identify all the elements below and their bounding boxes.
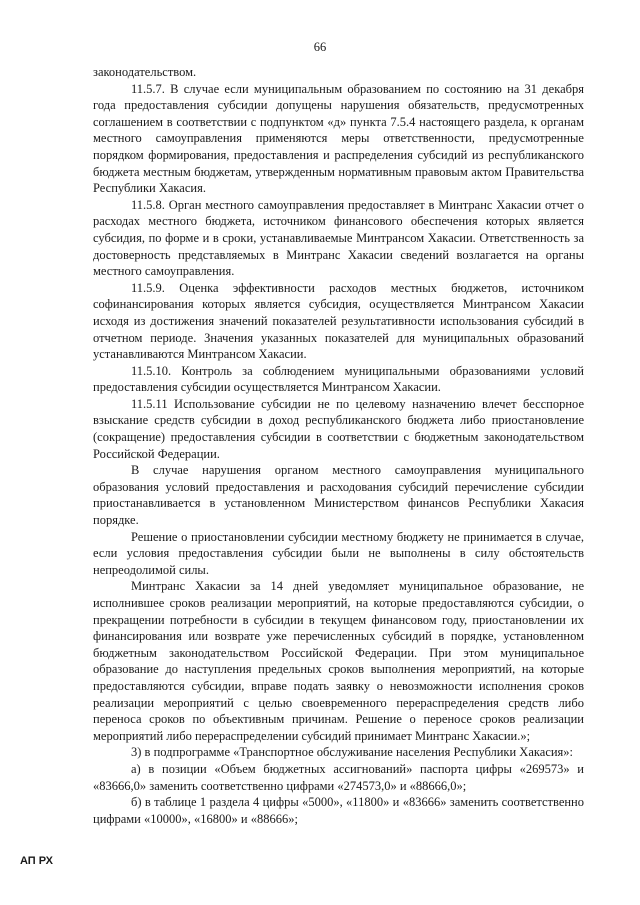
paragraph: а) в позиции «Объем бюджетных ассигнований» паспорта цифры «269573» и «83666,0» заменить соответственно цифрами «274573,0» и «88666,0»; — [93, 761, 584, 793]
page-number: 66 — [313, 40, 327, 54]
paragraph: 11.5.9. Оценка эффективности расходов местных бюджетов, источником софинансирования которых является субсидия, осуществляется Минтрансом Хакасии исходя из достижения значений показателей результативности использования субсидий в отчетном периоде. Значения указанных показателей для муниципальных образований устанавливаются Минтрансом Хакасии. — [93, 280, 584, 362]
document-body — [93, 64, 584, 827]
paragraph: 11.5.8. Орган местного самоуправления предоставляет в Минтранс Хакасии отчет о расходах местного бюджета, источником финансового обеспечения которых является субсидия, по форме и в сроки, устанавливаемые Минтрансом Хакасии. Ответственность за достоверность представляемых в Минтранс Хакасии сведений возлагается на органы местного самоуправления. — [93, 197, 584, 279]
paragraph: 11.5.10. Контроль за соблюдением муниципальными образованиями условий предоставления субсидии осуществляется Минтрансом Хакасии. — [93, 363, 584, 395]
paragraph: 11.5.7. В случае если муниципальным образованием по состоянию на 31 декабря года предоставления субсидии допущены нарушения обязательств, предусмотренных соглашением в соответствии с подпунктом «д» пункта 7.5.4 настоящего раздела, к органам местного самоуправления применяются меры ответственности, предусмотренные порядком формирования, предоставления и распределения субсидий из республиканского бюджета местным бюджетам, утвержденным нормативным правовым актом Правительства Республики Хакасия. — [93, 81, 584, 196]
paragraph: Минтранс Хакасии за 14 дней уведомляет муниципальное образование, не исполнившее сроков реализации мероприятий, на которые предоставляются субсидии, о прекращении потребности в субсидии в текущем финансовом году, приостановлении их финансирования или возврате уже перечисленных субсидий в порядке, установленном бюджетным законодательством Российской Федерации. При этом муниципальное образование до наступления предельных сроков выполнения мероприятий, на которые предоставляются субсидии, вправе подать заявку о невозможности исполнения сроков реализации мероприятий с целью своевременного перераспределения средств либо переноса сроков по объективным причинам. Решение о переносе сроков реализации мероприятий либо перераспределении субсидий принимает Минтранс Хакасии.»; — [93, 579, 584, 743]
paragraph: В случае нарушения органом местного самоуправления муниципального образования условий предоставления и расходования субсидий перечисление субсидии приостанавливается в установленном Министерством финансов Республики Хакасия порядке. — [93, 463, 584, 528]
paragraph: б) в таблице 1 раздела 4 цифры «5000», «11800» и «83666» заменить соответственно цифрами «10000», «16800» и «88666»; — [93, 795, 584, 826]
footer-mark: АП РХ — [20, 855, 54, 867]
paragraph: 11.5.11 Использование субсидии не по целевому назначению влечет бесспорное взыскание средств субсидии в доход республиканского бюджета либо приостановление (сокращение) предоставления субсидии в соответствии с бюджетным законодательством Российской Федерации. — [93, 396, 584, 461]
paragraph: 3) в подпрограмме «Транспортное обслуживание населения Республики Хакасия»: — [131, 745, 574, 760]
paragraph: законодательством. — [93, 65, 197, 79]
paragraph: Решение о приостановлении субсидии местному бюджету не принимается в случае, если условия предоставления субсидии были не выполнены в силу обстоятельств непреодолимой силы. — [93, 529, 584, 577]
